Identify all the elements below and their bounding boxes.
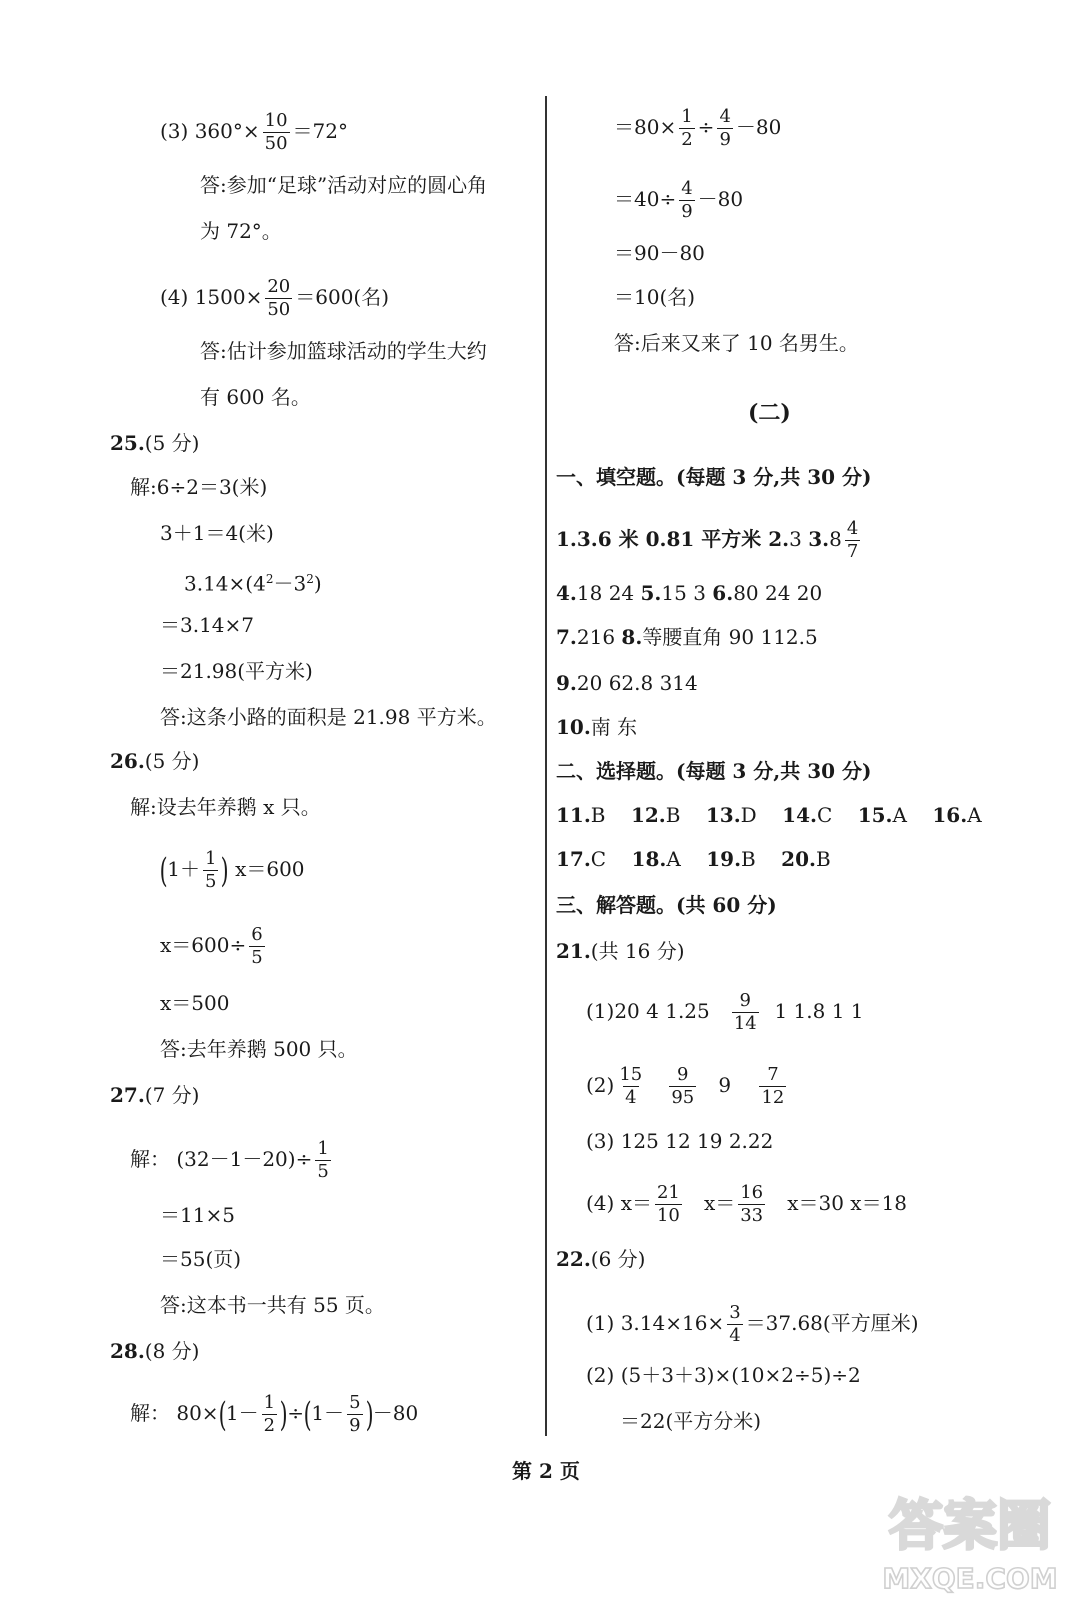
choice-answer: 13.D <box>705 803 757 827</box>
page-number: 第 2 页 <box>512 1459 580 1483</box>
choice-answer: 18.A <box>631 847 681 871</box>
fill-answers-1-3: 1.3.6 米 0.81 平方米 2.3 3.8 $\frac{4}{7}$ <box>556 518 859 562</box>
answer-text: 答:后来又来了 10 名男生。 <box>614 331 859 355</box>
question-27-header: 27.(7 分) <box>110 1083 200 1107</box>
answer-text: 答:估计参加篮球活动的学生大约 <box>200 339 487 363</box>
question-21-header: 21.(共 16 分) <box>556 939 685 963</box>
solution-line: $3.14\times(4^2-3^2)$ <box>184 571 322 596</box>
watermark-logo <box>876 1478 1064 1598</box>
solution-line: 解:设去年养鹅 x 只。 <box>130 795 321 819</box>
answer-text: 有 600 名。 <box>200 385 311 409</box>
fraction: $\frac{1}{5}$ <box>317 1138 329 1182</box>
line-24-3: (3) 360°× $\frac{10}{50}$ ＝72° <box>160 110 348 154</box>
fraction: $\frac{9}{14}$ <box>733 990 757 1034</box>
q22-part-1: (1) 3.14×16× $\frac{3}{4}$ ＝37.68(平方厘米) <box>586 1302 919 1346</box>
q22-part-2: (2) (5＋3＋3)×(10×2÷5)÷2 <box>586 1363 861 1387</box>
column-divider <box>545 96 547 1436</box>
fraction: $\frac{4}{7}$ <box>846 518 859 562</box>
solution-line: ＝11×5 <box>160 1203 235 1227</box>
fraction: $\frac{3}{4}$ <box>729 1302 741 1346</box>
answer-text: 答:这条小路的面积是 21.98 平方米。 <box>160 705 497 729</box>
section-heading-solve: 三、解答题。(共 60 分) <box>556 893 777 917</box>
question-22-header: 22.(6 分) <box>556 1247 646 1271</box>
solution-line: ＝80× $\frac{1}{2}$ ÷ $\frac{4}{9}$ －80 <box>614 106 782 150</box>
fraction: $\frac{1}{2}$ <box>681 106 693 150</box>
solution-line: 3＋1＝4(米) <box>160 521 274 545</box>
solution-line: x＝600÷ $\frac{6}{5}$ <box>160 924 263 968</box>
fraction: $\frac{4}{9}$ <box>681 178 693 222</box>
solution-line: ＝90－80 <box>614 241 705 265</box>
choice-answer: 15.A <box>857 803 907 827</box>
solution-line: ＝21.98(平方米) <box>160 659 313 683</box>
fraction: $\frac{16}{33}$ <box>740 1182 764 1226</box>
fraction: $\frac{5}{9}$ <box>349 1392 361 1436</box>
fraction: $\frac{20}{50}$ <box>267 276 291 320</box>
solution-line: 解:6÷2＝3(米) <box>130 475 268 499</box>
fraction: $\frac{10}{50}$ <box>264 110 288 154</box>
solution-line: 解： 80×(1－ $\frac{1}{2}$ )÷(1－ $\frac{5}{9}$ )－80 <box>130 1392 419 1436</box>
section-title: (二) <box>748 400 791 426</box>
fill-answers-10: 10.南 东 <box>556 715 638 739</box>
answer-text: 答:参加“足球”活动对应的圆心角 <box>200 173 488 197</box>
choice-answer: 14.C <box>782 803 833 827</box>
section-heading-fill: 一、填空题。(每题 3 分,共 30 分) <box>556 465 872 489</box>
choice-answer: 11.B <box>556 803 606 827</box>
choice-answer: 20.B <box>781 847 831 871</box>
fraction: $\frac{21}{10}$ <box>656 1182 680 1226</box>
fraction: $\frac{6}{5}$ <box>251 924 263 968</box>
solution-line: x＝500 <box>160 991 230 1015</box>
question-28-header: 28.(8 分) <box>110 1339 200 1363</box>
q21-part-4: (4) x＝ $\frac{21}{10}$ x＝ $\frac{16}{33}$ x＝30 x＝18 <box>586 1182 908 1226</box>
fill-answers-9: 9.20 62.8 314 <box>556 671 698 695</box>
question-25-header: 25.(5 分) <box>110 431 200 455</box>
choice-answers-row-1 <box>556 802 982 828</box>
answer-text: 答:这本书一共有 55 页。 <box>160 1293 385 1317</box>
fraction: $\frac{4}{9}$ <box>719 106 731 150</box>
answer-text: 为 72°。 <box>200 219 282 243</box>
solution-line: 解： (32－1－20)÷ $\frac{1}{5}$ <box>130 1138 329 1182</box>
solution-line: ＝3.14×7 <box>160 613 255 637</box>
solution-line: ＝55(页) <box>160 1247 242 1271</box>
fraction: $\frac{9}{95}$ <box>671 1064 695 1108</box>
q21-part-2: (2) $\frac{15}{4}$ $\frac{9}{95}$ 9 $\frac{7}{12}$ <box>586 1064 785 1108</box>
answer-text: 答:去年养鹅 500 只。 <box>160 1037 358 1061</box>
solution-line: ＝40÷ $\frac{4}{9}$ －80 <box>614 178 744 222</box>
choice-answer: 12.B <box>630 803 681 827</box>
choice-answers-row-2 <box>556 846 831 872</box>
fraction: $\frac{1}{2}$ <box>263 1392 276 1436</box>
fraction: $\frac{15}{4}$ <box>619 1064 643 1108</box>
q21-part-1: (1)20 4 1.25 $\frac{9}{14}$ 1 1.8 1 1 <box>586 990 864 1034</box>
question-26-header: 26.(5 分) <box>110 749 200 773</box>
fraction: $\frac{1}{5}$ <box>205 848 217 892</box>
q21-part-3: (3) 125 12 19 2.22 <box>586 1129 774 1153</box>
line-24-4: (4) 1500× $\frac{20}{50}$ ＝600(名) <box>160 276 390 320</box>
choice-answer: 19.B <box>706 847 756 871</box>
choice-answer: 17.C <box>556 847 607 871</box>
choice-answer: 16.A <box>932 803 982 827</box>
q22-part-2-result: ＝22(平方分米) <box>620 1409 762 1433</box>
solution-line: (1＋ $\frac{1}{5}$ ) x＝600 <box>159 848 305 892</box>
fraction: $\frac{7}{12}$ <box>761 1064 785 1108</box>
watermark-text: 答案圈 <box>889 1494 1051 1557</box>
solution-line: ＝10(名) <box>614 285 696 309</box>
watermark-url: MXQE.COM <box>882 1562 1058 1595</box>
fill-answers-4-6: 4.18 24 5.15 3 6.80 24 20 <box>556 581 823 605</box>
fill-answers-7-8: 7.216 8.等腰直角 90 112.5 <box>556 625 818 649</box>
section-heading-choice: 二、选择题。(每题 3 分,共 30 分) <box>556 759 872 783</box>
